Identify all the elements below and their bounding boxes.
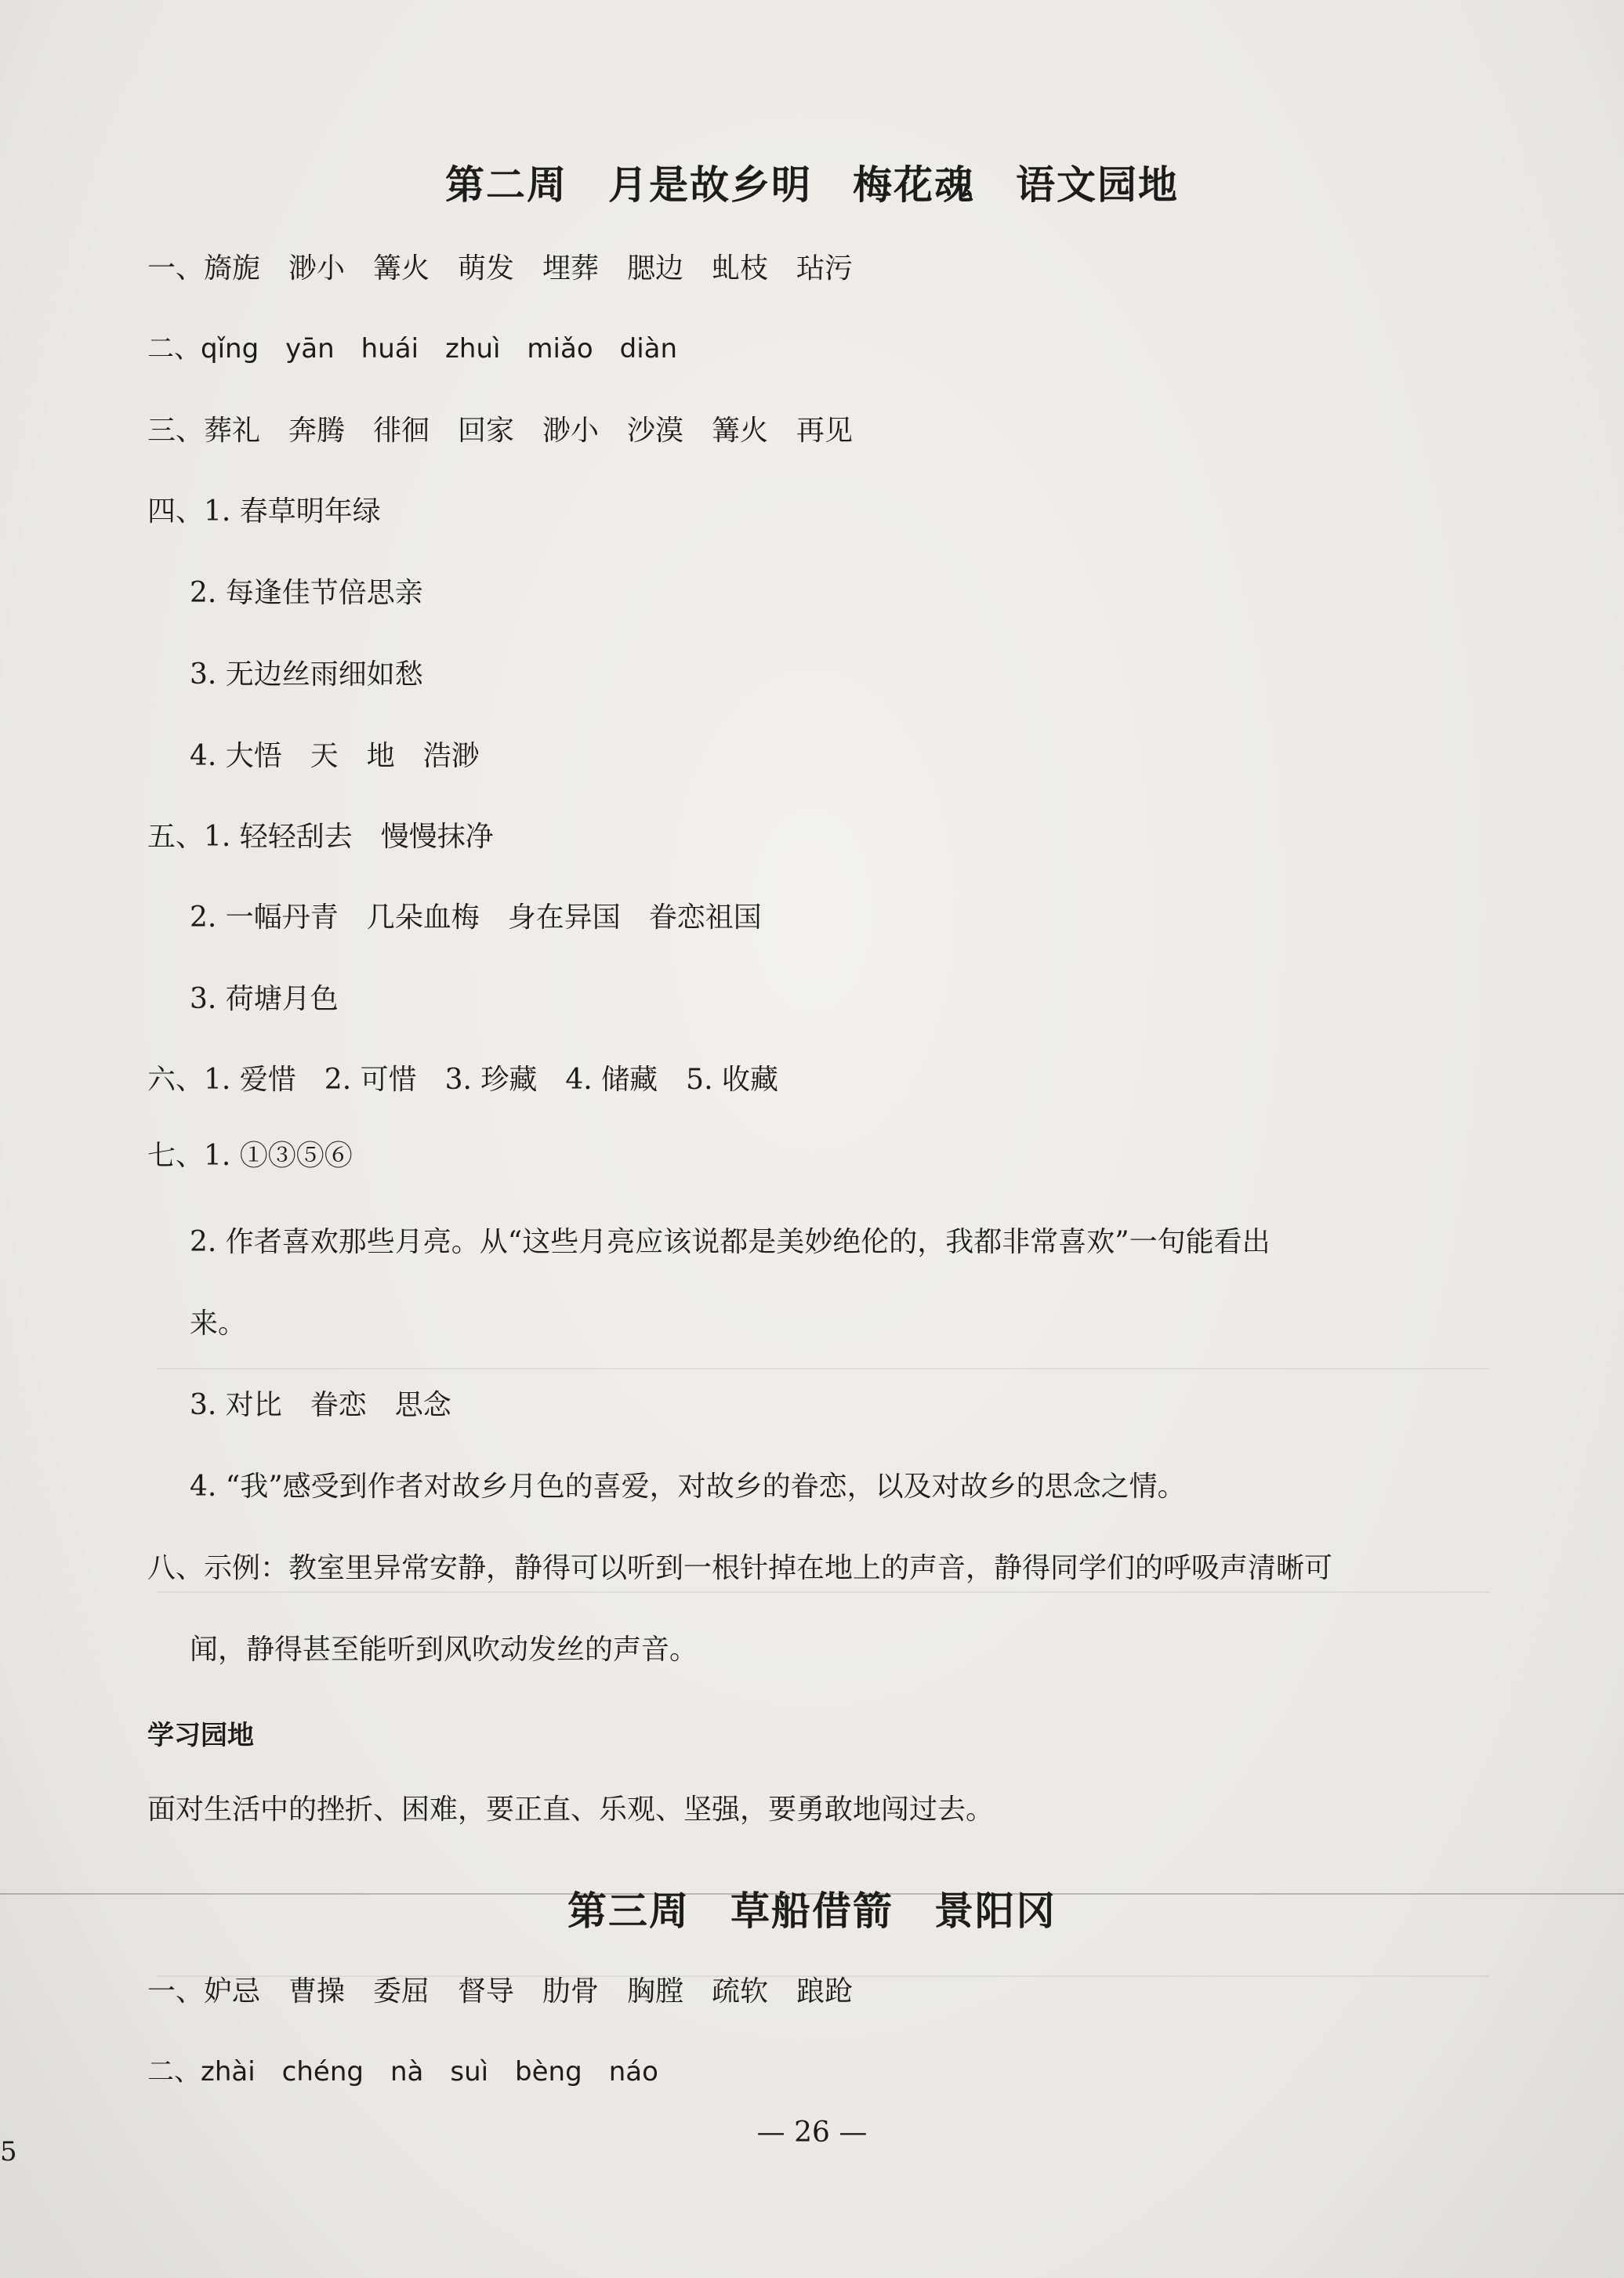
w2-q7-3: 3. 对比 眷恋 思念 [190,1389,451,1421]
page-number: — 26 — [756,2117,868,2149]
w3-q1: 一、妒忌 曹操 委屈 督导 肋骨 胸膛 疏软 踉跄 [147,1975,854,2008]
w2-q5-2: 2. 一幅丹青 几朵血梅 身在异国 眷恋祖国 [190,901,762,934]
w2-q7-4: 4. “我”感受到作者对故乡月色的喜爱，对故乡的眷恋，以及对故乡的思念之情。 [190,1471,1186,1503]
w2-q2: 二、qǐng yān huái zhuì miǎo diàn [147,333,678,365]
w2-q4-2: 2. 每逢佳节倍思亲 [190,577,423,609]
week3-title: 第三周 草船借箭 景阳冈 [567,1888,1057,1934]
w2-q8-1: 八、示例：教室里异常安静，静得可以听到一根针掉在地上的声音，静得同学们的呼吸声清晰可 [147,1552,1333,1584]
w2-q8-2: 闻，静得甚至能听到风吹动发丝的声音。 [190,1634,698,1666]
edge-mark: 5 [0,2136,17,2167]
w2-q6: 六、1. 爱惜 2. 可惜 3. 珍藏 4. 储藏 5. 收藏 [147,1064,778,1096]
w2-q7-2b: 来。 [190,1308,247,1340]
w2-q5-3: 3. 荷塘月色 [190,983,339,1015]
week2-title: 第二周 月是故乡明 梅花魂 语文园地 [445,162,1179,208]
w2-q4-1: 四、1. 春草明年绿 [147,495,381,528]
garden-title: 学习园地 [147,1720,254,1751]
bleed-line [157,1591,1489,1593]
w2-q4-4: 4. 大悟 天 地 浩渺 [190,740,480,772]
w2-q7-2: 2. 作者喜欢那些月亮。从“这些月亮应该说都是美妙绝伦的，我都非常喜欢”一句能看出 [190,1226,1271,1258]
w2-q7-1: 七、1. ①③⑤⑥ [147,1140,353,1172]
w2-q4-3: 3. 无边丝雨细如愁 [190,658,423,691]
w3-q2: 二、zhài chéng nà suì bèng náo [147,2056,658,2088]
bleed-line [157,1368,1489,1369]
garden-text: 面对生活中的挫折、困难，要正直、乐观、坚强，要勇敢地闯过去。 [147,1794,995,1826]
w2-q5-1: 五、1. 轻轻刮去 慢慢抹净 [147,821,494,853]
w2-q3: 三、葬礼 奔腾 徘徊 回家 渺小 沙漠 篝火 再见 [147,415,854,447]
w2-q1: 一、旖旎 渺小 篝火 萌发 埋葬 腮边 虬枝 玷污 [147,252,854,285]
